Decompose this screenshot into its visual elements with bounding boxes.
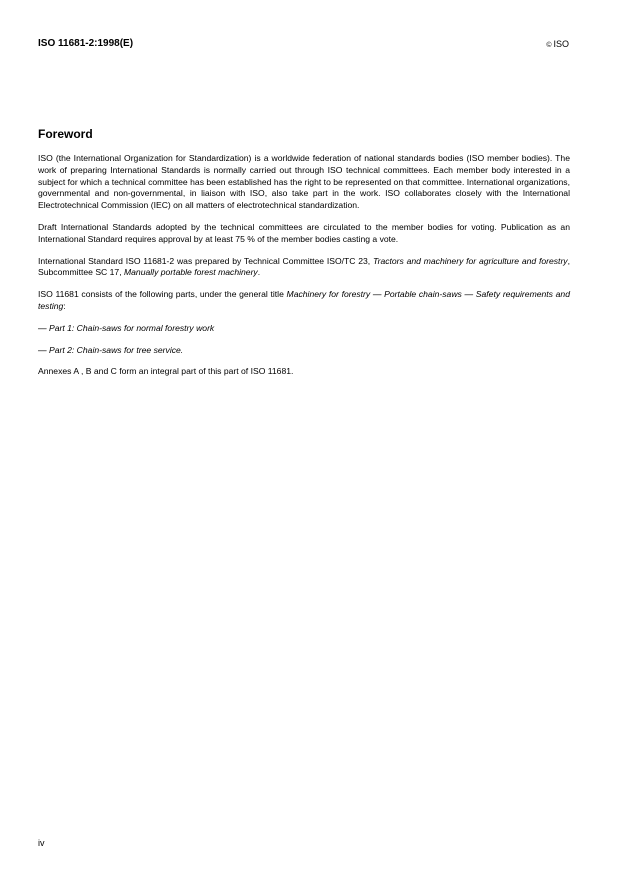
prepared-by-text-a: International Standard ISO 11681-2 was prepared by Technical Committee ISO/TC 23,: [38, 255, 373, 266]
part-2-text: — Part 2: Chain-saws for tree service.: [38, 344, 184, 355]
section-title: Foreword: [38, 127, 93, 141]
general-title: Machinery for forestry — Portable chain-saws — Safety requirements and testing: [38, 289, 570, 311]
copyright-symbol: ©: [546, 42, 552, 49]
parts-intro-text-a: ISO 11681 consists of the following parts, under the general title: [38, 289, 287, 300]
subcommittee-title: Manually portable forest machinery: [123, 267, 258, 278]
committee-title: Tractors and machinery for agriculture and forestry: [372, 255, 568, 266]
paragraph-parts-intro: [38, 289, 570, 313]
part-2-item: [38, 345, 570, 357]
page-number: iv: [38, 838, 45, 848]
copyright-header: [546, 39, 569, 49]
paragraph-annexes: Annexes A , B and C form an integral part of this part of ISO 11681.: [38, 366, 294, 377]
parts-intro-text-b: :: [63, 300, 66, 311]
paragraph-prepared-by: [38, 256, 570, 280]
part-1-item: [38, 323, 570, 335]
prepared-by-text-c: .: [257, 267, 261, 278]
part-1-text: — Part 1: Chain-saws for normal forestry work: [38, 322, 215, 333]
prepared-by-text-b: , Subcommittee SC 17,: [38, 255, 570, 278]
paragraph-iso-intro: ISO (the International Organization for Standardization) is a worldwide federation of national standards bodies (ISO member bodies). The work of preparing International Standards is normally carried out through ISO technical committees. Each member body interested in a subject for which a technical committee has been established has the right to be represented on that committee. International organizations, governmental and non-governmental, in liaison with ISO, also take part in the work. ISO collaborates closely with the International Electrotechnical Commission (IEC) on all matters of electrotechnical standardization.: [38, 153, 570, 211]
foreword-body: [38, 153, 570, 388]
copyright-org: ISO: [553, 39, 569, 49]
paragraph-draft-standards: Draft International Standards adopted by the technical committees are circulated to the member bodies for voting. Publication as an International Standard requires approval by at least 75 % of the member bodies casting a vote.: [38, 221, 570, 244]
document-id-header: ISO 11681-2:1998(E): [38, 38, 134, 49]
